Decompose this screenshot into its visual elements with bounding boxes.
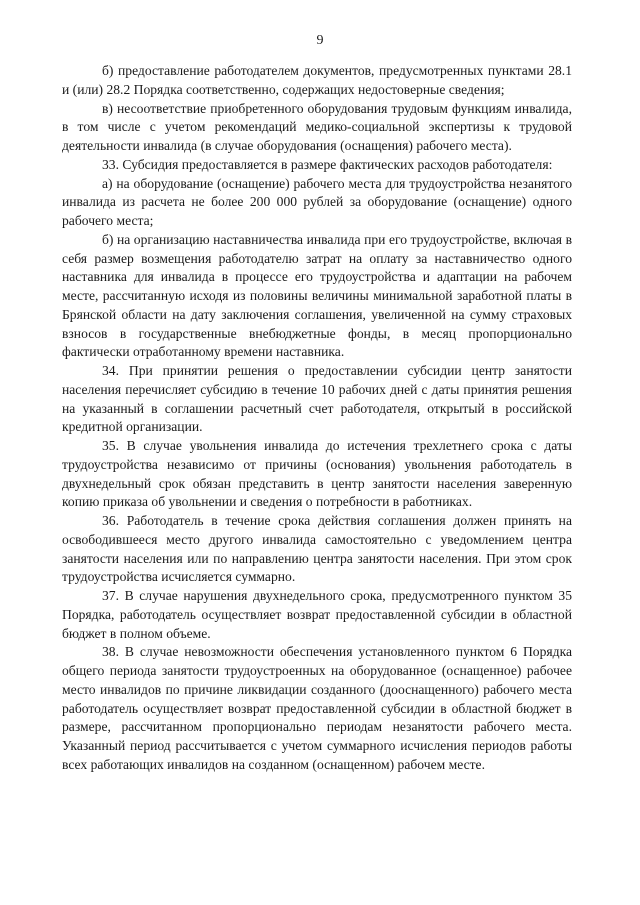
- paragraph-35-dismissal: 35. В случае увольнения инвалида до истечения трехлетнего срока с даты трудоустройства независимо от причины (основания) увольнения работодатель в двухнедельный срок обязан представить в центр занятости населения заверенную копию приказа об увольнении и сведения о потребности в работниках.: [62, 438, 572, 510]
- page-number: 9: [316, 33, 324, 48]
- document-body: [62, 62, 572, 775]
- paragraph-33-subsidy-amount: 33. Субсидия предоставляется в размере фактических расходов работодателя:: [102, 156, 553, 172]
- paragraph-item-b-unreliable-documents: б) предоставление работодателем документов, предусмотренных пунктами 28.1 и (или) 28.2 Порядка соответственно, содержащих недостоверные сведения;: [62, 63, 572, 97]
- paragraph-33b-mentoring: б) на организацию наставничества инвалида при его трудоустройстве, включая в себя размер возмещения работодателю затрат на оплату за наставничество одного наставника для инвалида в процессе его трудоустройства и адаптации на рабочем месте, рассчитанную исходя из половины величины минимальной заработной платы в Брянской области на дату заключения соглашения, увеличенной на сумму страховых взносов в государственные внебюджетные фонды, в месяц пропорционально фактически отработанному времени наставника.: [62, 231, 572, 360]
- paragraph-36-replacement-hiring: 36. Работодатель в течение срока действия соглашения должен принять на освободившееся место другого инвалида самостоятельно с уведомлением центра занятости населения или по направлению центра занятости населения. При этом срок трудоустройства исчисляется суммарно.: [62, 513, 572, 585]
- paragraph-33a-workplace-equipment: а) на оборудование (оснащение) рабочего места для трудоустройства незанятого инвалида из расчета не более 200 000 рублей за оборудование (оснащение) одного рабочего места;: [62, 175, 572, 228]
- paragraph-34-subsidy-transfer: 34. При принятии решения о предоставлении субсидии центр занятости населения перечисляет субсидию в течение 10 рабочих дней с даты принятия решения на указанный в соглашении расчетный счет работодателя, открытый в российской кредитной организации.: [62, 363, 572, 435]
- paragraph-item-v-equipment-mismatch: в) несоответствие приобретенного оборудования трудовым функциям инвалида, в том числе с учетом рекомендаций медико-социальной экспертизы к трудовой деятельности инвалида (в случае оборудования (оснащения) рабочего места).: [62, 100, 572, 153]
- paragraph-38-subsidy-return: 38. В случае невозможности обеспечения установленного пунктом 6 Порядка общего периода занятости трудоустроенных на оборудованное (оснащенное) рабочее место инвалидов по причине ликвидации созданного (дооснащенного) рабочего места работодатель осуществляет возврат предоставленной субсидии в областной бюджет в размере, рассчитанном пропорционально периодам незанятости рабочего места. Указанный период рассчитывается с учетом суммарного исчисления периодов работы всех работающих инвалидов на созданном (оснащенном) рабочем месте.: [62, 644, 572, 772]
- paragraph-37-deadline-violation: 37. В случае нарушения двухнедельного срока, предусмотренного пунктом 35 Порядка, работодатель осуществляет возврат предоставленной субсидии в областной бюджет в полном объеме.: [62, 588, 572, 641]
